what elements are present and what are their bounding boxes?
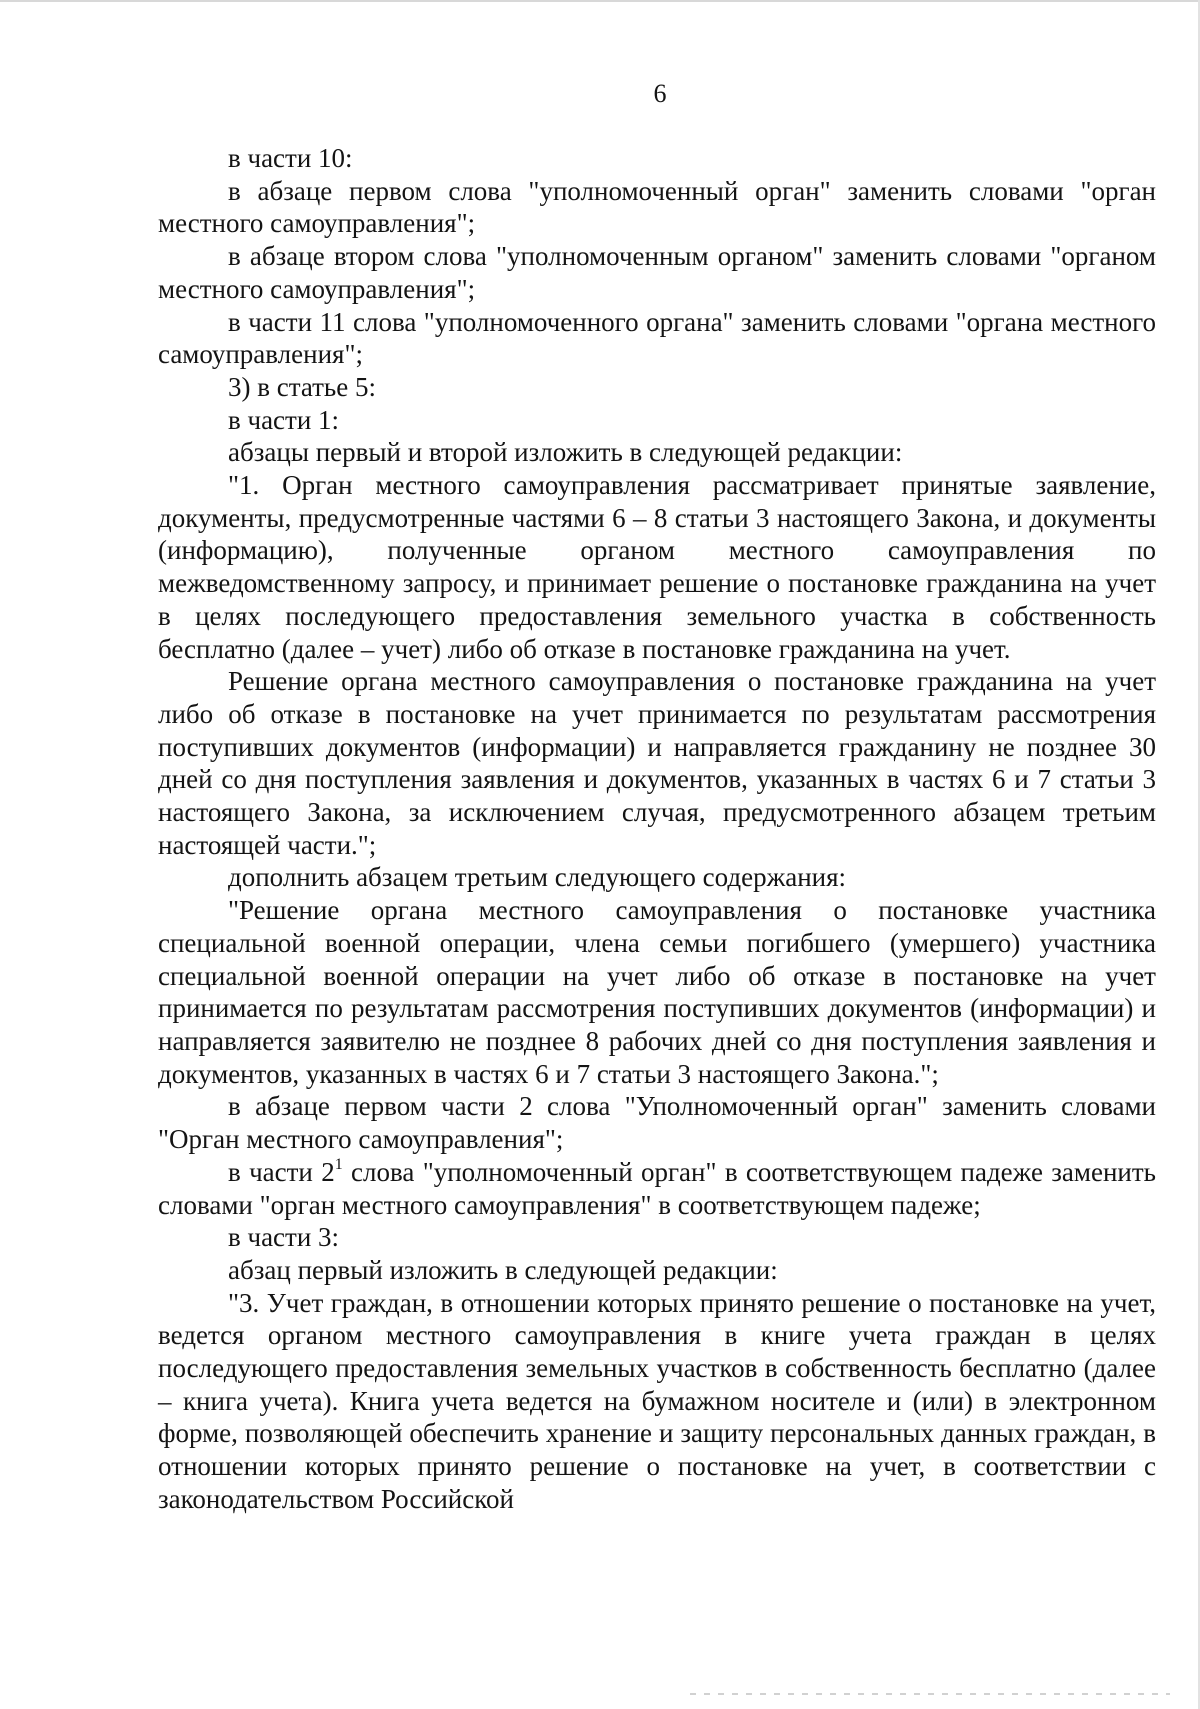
paragraph: "1. Орган местного самоуправления рассматривает принятые заявление, документы, предусмотренные частями 6 – 8 статьи 3 настоящего Закона, и документы (информацию), полученные органом местного самоуправления по межведомственному запросу, и принимает решение о постановке гражданина на учет в целях последующего предоставления земельного участка в собственность бесплатно (далее – учет) либо об отказе в постановке гражданина на учет. xyxy=(158,470,1156,664)
scan-artifact xyxy=(690,1693,1170,1695)
page-number: 6 xyxy=(653,79,667,108)
part21-superscript: 1 xyxy=(334,1155,343,1173)
paragraph: абзацы первый и второй изложить в следующей редакции: xyxy=(228,437,903,468)
paragraph: абзац первый изложить в следующей редакции: xyxy=(228,1254,778,1285)
paragraph: дополнить абзацем третьим следующего содержания: xyxy=(228,862,847,893)
part21-after: слова "уполномоченный орган" в соответствующем падеже заменить словами "орган местного самоуправления" в соответствующем падеже; xyxy=(158,1156,1156,1220)
paragraph: в части 10: xyxy=(228,143,353,173)
paragraph: в части 1: xyxy=(228,404,340,435)
paragraph: "3. Учет граждан, в отношении которых принято решение о постановке на учет, ведется органом местного самоуправления в книге учета граждан в целях последующего предоставления земельных участков в собственность бесплатно (далее – книга учета). Книга учета ведется на бумажном носителе и (или) в электронном форме, позволяющей обеспечить хранение и защиту персональных данных граждан, в отношении которых принято решение о постановке на учет, в соответствии с законодательством Российской xyxy=(158,1287,1156,1514)
paragraph: в части 11 слова "уполномоченного органа" заменить словами "органа местного самоуправления"; xyxy=(158,306,1156,370)
part21-before: в части 2 xyxy=(228,1156,335,1187)
paragraph: в абзаце первом части 2 слова "Уполномоченный орган" заменить словами "Орган местного самоуправления"; xyxy=(158,1091,1156,1155)
paragraph: "Решение органа местного самоуправления о постановке участника специальной военной операции, члена семьи погибшего (умершего) участника специальной военной операции на учет либо об отказе в постановке на учет принимается по результатам рассмотрения поступивших документов (информации) и направляется заявителю не позднее 8 рабочих дней со дня поступления заявления и документов, указанных в частях 6 и 7 статьи 3 настоящего Закона."; xyxy=(158,895,1156,1089)
paragraph: в абзаце первом слова "уполномоченный орган" заменить словами "орган местного самоуправления"; xyxy=(158,175,1156,239)
paragraph: Решение органа местного самоуправления о постановке гражданина на учет либо об отказе в постановке на учет принимается по результатам рассмотрения поступивших документов (информации) и направляется гражданину не позднее 30 дней со дня поступления заявления и документов, указанных в частях 6 и 7 статьи 3 настоящего Закона, за исключением случая, предусмотренного абзацем третьим настоящей части."; xyxy=(158,666,1156,860)
paragraph: в абзаце втором слова "уполномоченным органом" заменить словами "органом местного самоуправления"; xyxy=(158,241,1156,304)
paragraph: в части 3: xyxy=(228,1222,340,1253)
paragraph-part-2-1 xyxy=(158,1156,1156,1221)
paragraph: 3) в статье 5: xyxy=(228,371,376,402)
scan-edge-top xyxy=(0,0,1200,2)
document-body xyxy=(158,142,1156,1516)
